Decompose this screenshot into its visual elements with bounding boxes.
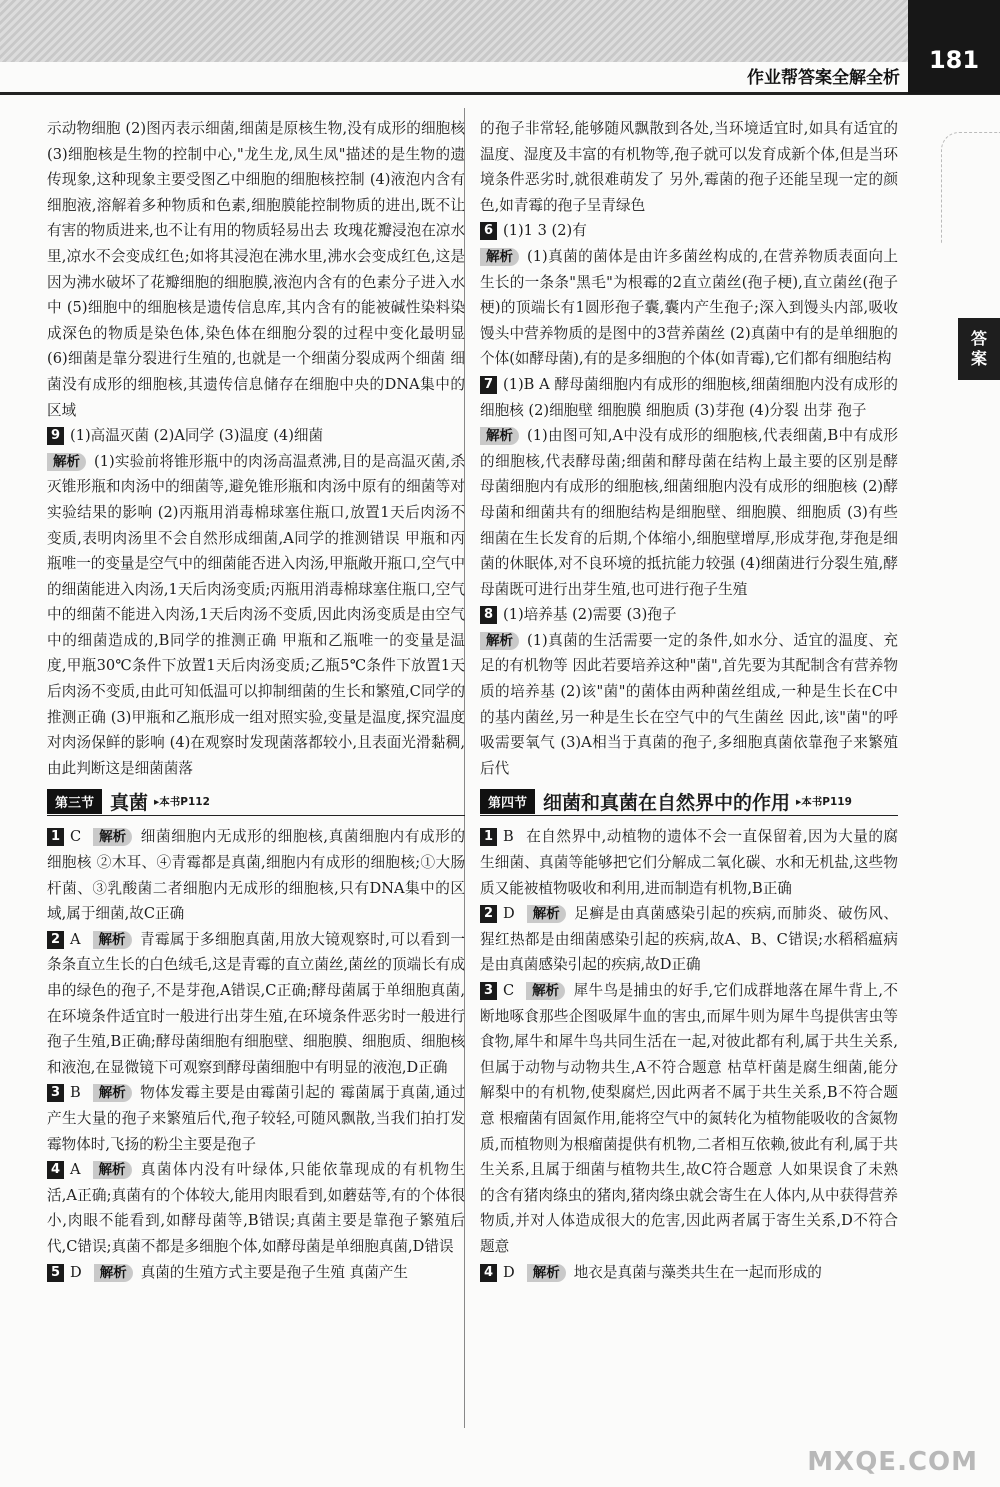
- question-8-analysis: [480, 628, 898, 782]
- question-5: [47, 1260, 465, 1286]
- analysis-label: 解析: [480, 632, 519, 650]
- analysis-text: 青霉属于多细胞真菌,用放大镜观察时,可以看到一条条直立生长的白色绒毛,这是青霉的直立菌丝,菌丝的顶端长有成串的绿色的孢子,不是芽孢,A错误,C正确;酵母菌属于单细胞真菌,在环境条件适宜时一般进行出芽生殖,在环境条件恶劣时一般进行孢子生殖,B正确;酵母菌细胞有细胞壁、细胞膜、细胞质、细胞核和液泡,在显微镜下可观察到酵母菌细胞中有明显的液泡,D正确: [47, 930, 465, 1076]
- answer-text: (1)高温灭菌 (2)A同学 (3)温度 (4)细菌: [70, 427, 324, 445]
- question-9-analysis: [47, 449, 465, 782]
- question-6-answer: [480, 218, 898, 244]
- analysis-label: 解析: [526, 982, 565, 1000]
- analysis-text: 真菌体内没有叶绿体,只能依靠现成的有机物生活,A正确;真菌有的个体较大,能用肉眼看到,如蘑菇等,有的个体很小,肉眼不能看到,如酵母菌等,B错误;真菌主要是靠孢子繁殖后代,C错误;真菌不都是多细胞个体,如酵母菌是单细胞真菌,D错误: [47, 1161, 465, 1255]
- analysis-label: 解析: [47, 453, 86, 471]
- analysis-label: 解析: [93, 1161, 132, 1179]
- question-4: [47, 1157, 465, 1259]
- question-number: 7: [480, 376, 497, 394]
- side-decoration: [941, 132, 1000, 243]
- question-number: 1: [47, 828, 64, 846]
- header-title: 作业帮答案全解全析: [747, 68, 900, 88]
- answer-choice: C: [503, 982, 515, 999]
- question-number: 4: [480, 1264, 497, 1282]
- side-tab-label-top: 答: [970, 329, 987, 348]
- analysis-text: 在自然界中,动植物的遗体不会一直保留着,因为大量的腐生细菌、真菌等能够把它们分解成二氧化碳、水和无机盐,这些物质又能被植物吸收和利用,进而制造有机物,B正确: [480, 828, 898, 897]
- analysis-text: 细菌细胞内无成形的细胞核,真菌细胞内有成形的细胞核 ②木耳、④青霉都是真菌,细胞内有成形的细胞核;①大肠杆菌、③乳酸菌二者细胞内无成形的细胞核,只有DNA集中的区域,属于细菌,故C正确: [47, 828, 465, 923]
- analysis-text: (1)真菌的生活需要一定的条件,如水分、适宜的温度、充足的有机物等 因此若要培养这种"菌",首先要为其配制含有营养物质的培养基 (2)该"菌"的菌体由两种菌丝组成,一种是生长在C中的基内菌丝,另一种是生长在空气中的气生菌丝 因此,该"菌"的呼吸需要氧气 (3)A相当于真菌的孢子,多细胞真菌依靠孢子来繁殖后代: [480, 631, 898, 777]
- section-number: 第四节: [480, 789, 535, 814]
- question-number: 6: [480, 222, 497, 240]
- question-number: 2: [47, 931, 64, 949]
- section-title: 真菌: [110, 791, 149, 814]
- question-7-analysis: [480, 423, 898, 602]
- analysis-text: (1)由图可知,A中没有成形的细胞核,代表细菌,B中有成形的细胞核,代表酵母菌;细菌和酵母菌在结构上最主要的区别是酵母菌细胞内有成形的细胞核,细菌细胞内没有成形的细胞核 (2)酵母菌和细菌共有的细胞结构是细胞壁、细胞膜、细胞质 (3)有些细菌在生长发育的后期,个体缩小,细胞壁增厚,形成芽孢,芽孢是细菌的休眠体,对不良环境的抵抗能力较强 (4)细菌进行分裂生殖,酵母菌既可进行出芽生殖,也可进行孢子生殖: [480, 427, 898, 598]
- page-number: 181: [928, 46, 980, 74]
- section-title: 细菌和真菌在自然界中的作用: [543, 791, 791, 814]
- answer-choice: D: [503, 905, 515, 923]
- question-2: [480, 901, 898, 978]
- question-8-answer: [480, 602, 898, 628]
- analysis-label: 解析: [93, 1084, 132, 1102]
- answer-choice: B: [503, 828, 514, 846]
- answer-text: (1)B A 酵母菌细胞内有成形的细胞核,细菌细胞内没有成形的细胞核 (2)细胞壁 细胞膜 细胞质 (3)芽孢 (4)分裂 出芽 孢子: [480, 375, 898, 419]
- side-tab-answers: [958, 318, 1000, 380]
- analysis-text: 地衣是真菌与藻类共生在一起而形成的: [573, 1263, 822, 1281]
- answer-text: (1)1 3 (2)有: [503, 222, 587, 240]
- header-banner: [0, 0, 1000, 62]
- analysis-text: 足癣是由真菌感染引起的疾病,而肺炎、破伤风、猩红热都是由细菌感染引起的疾病,故A、B、C错误;水稻稻瘟病是由真菌感染引起的疾病,故D正确: [480, 905, 898, 974]
- question-number: 3: [480, 982, 497, 1000]
- question-number: 3: [47, 1084, 64, 1102]
- analysis-label: 解析: [93, 828, 132, 846]
- analysis-label: 解析: [527, 1264, 566, 1282]
- analysis-text: 物体发霉主要是由霉菌引起的 霉菌属于真菌,通过产生大量的孢子来繁殖后代,孢子较轻,可随风飘散,当我们拍打发霉物体时,飞扬的粉尘主要是孢子: [47, 1084, 465, 1153]
- question-7-answer: [480, 372, 898, 423]
- analysis-label: 解析: [94, 1264, 133, 1282]
- analysis-label: 解析: [480, 427, 519, 445]
- question-number: 1: [480, 828, 497, 846]
- question-number: 2: [480, 905, 497, 923]
- question-2: [47, 927, 465, 1081]
- analysis-text: (1)真菌的菌体是由许多菌丝构成的,在营养物质表面向上生长的一条条"黑毛"为根霉的2直立菌丝(孢子梗),直立菌丝(孢子梗)的顶端长有1圆形孢子囊,囊内产生孢子;深入到馒头内部,吸收馒头中营养物质的是图中的3营养菌丝 (2)真菌中有的是单细胞的个体(如酵母菌),有的是多细胞的个体(如青霉),它们都有细胞结构: [480, 247, 898, 368]
- answer-choice: C: [70, 828, 82, 846]
- analysis-label: 解析: [93, 931, 132, 949]
- watermark: MXQE.COM: [807, 1447, 978, 1477]
- continued-text: 示动物细胞 (2)图丙表示细菌,细菌是原核生物,没有成形的细胞核 (3)细胞核是生物的控制中心,"龙生龙,凤生凤"描述的是生物的遗传现象,这种现象主要受图乙中细胞的细胞核控制 (4)液泡内含有细胞液,溶解着多种物质和色素,细胞膜能控制物质的进出,既不让有害的物质进来,也不让有用的物质轻易出去 玫瑰花瓣浸泡在凉水里,凉水不会变成红色;如将其浸泡在沸水里,沸水会变成红色,这是因为沸水破坏了花瓣细胞的细胞膜,液泡内含有的色素分子进入水中 (5)细胞中的细胞核是遗传信息库,其内含有的能被碱性染料染成深色的物质是染色体,染色体在细胞分裂的过程中变化最明显 (6)细菌是靠分裂进行生殖的,也就是一个细菌分裂成两个细菌 细菌没有成形的细胞核,其遗传信息储存在细胞中央的DNA集中的区域: [47, 120, 465, 419]
- question-number: 5: [47, 1264, 64, 1282]
- question-number: 8: [480, 606, 497, 624]
- analysis-text: 犀牛鸟是捕虫的好手,它们成群地落在犀牛背上,不断地啄食那些企图吸犀牛血的害虫,而犀牛则为犀牛鸟提供害虫等食物,犀牛和犀牛鸟共同生活在一起,对彼此都有利,属于共生关系,但属于动物与动物共生,A不符合题意 枯草杆菌是腐生细菌,能分解梨中的有机物,使梨腐烂,因此两者不属于共生关系,B不符合题意 根瘤菌有固氮作用,能将空气中的氮转化为植物能吸收的含氮物质,而植物则为根瘤菌提供有机物,二者相互依赖,彼此有利,属于共生关系,且属于细菌与植物共生,故C符合题意 人如果误食了未熟的含有猪肉绦虫的猪肉,猪肉绦虫就会寄生在人体内,从中获得营养物质,并对人体造成很大的危害,因此两者属于寄生关系,D不符合题意: [480, 982, 898, 1255]
- left-column: [47, 116, 465, 1285]
- question-number: 4: [47, 1161, 64, 1179]
- analysis-label: 解析: [527, 905, 566, 923]
- section-heading: [47, 787, 465, 816]
- question-4: [480, 1260, 898, 1286]
- question-6-analysis: [480, 244, 898, 372]
- book-page-ref: ▸本书P119: [796, 795, 852, 808]
- analysis-text: 真菌的生殖方式主要是孢子生殖 真菌产生: [140, 1263, 409, 1281]
- right-column: [480, 116, 898, 1285]
- side-tab-label-bottom: 案: [970, 349, 987, 368]
- continued-text: 的孢子非常轻,能够随风飘散到各处,当环境适宜时,如具有适宜的温度、湿度及丰富的有机物等,孢子就可以发育成新个体,但是当环境条件恶劣时,就很难萌发了 另外,霉菌的孢子还能呈现一定的颜色,如青霉的孢子呈青绿色: [480, 120, 898, 214]
- question-3: [480, 978, 898, 1260]
- question-9-answer: [47, 423, 465, 449]
- question-number: 9: [47, 427, 64, 445]
- section-heading: [480, 787, 898, 816]
- question-3: [47, 1080, 465, 1157]
- answer-choice: A: [70, 930, 81, 948]
- book-page-ref: ▸本书P112: [154, 795, 210, 808]
- analysis-text: (1)实验前将锥形瓶中的肉汤高温煮沸,目的是高温灭菌,杀灭锥形瓶和肉汤中的细菌等,避免锥形瓶和肉汤中原有的细菌等对实验结果的影响 (2)丙瓶用消毒棉球塞住瓶口,放置1天后肉汤不变质,表明肉汤里不会自然形成细菌,A同学的推测错误 甲瓶和丙瓶唯一的变量是空气中的细菌能否进入肉汤,甲瓶敞开瓶口,空气中的细菌能进入肉汤,1天后肉汤变质;丙瓶用消毒棉球塞住瓶口,空气中的细菌不能进入肉汤,1天后肉汤不变质,因此肉汤变质是由空气中的细菌造成的,B同学的推测正确 甲瓶和乙瓶唯一的变量是温度,甲瓶30℃条件下放置1天后肉汤变质;乙瓶5℃条件下放置1天后肉汤不变质,由此可知低温可以抑制细菌的生长和繁殖,C同学的推测正确 (3)甲瓶和乙瓶形成一组对照实验,变量是温度,探究温度对肉汤保鲜的影响 (4)在观察时发现菌落都较小,且表面光滑黏稠,由此判断这是细菌菌落: [47, 452, 465, 777]
- analysis-label: 解析: [480, 248, 519, 266]
- question-1: [47, 824, 465, 926]
- answer-choice: D: [503, 1263, 515, 1281]
- section-number: 第三节: [47, 789, 102, 814]
- answer-choice: A: [70, 1161, 81, 1179]
- answer-choice: B: [70, 1084, 81, 1102]
- answer-text: (1)培养基 (2)需要 (3)孢子: [503, 606, 677, 624]
- answer-choice: D: [70, 1263, 82, 1281]
- question-1: [480, 824, 898, 901]
